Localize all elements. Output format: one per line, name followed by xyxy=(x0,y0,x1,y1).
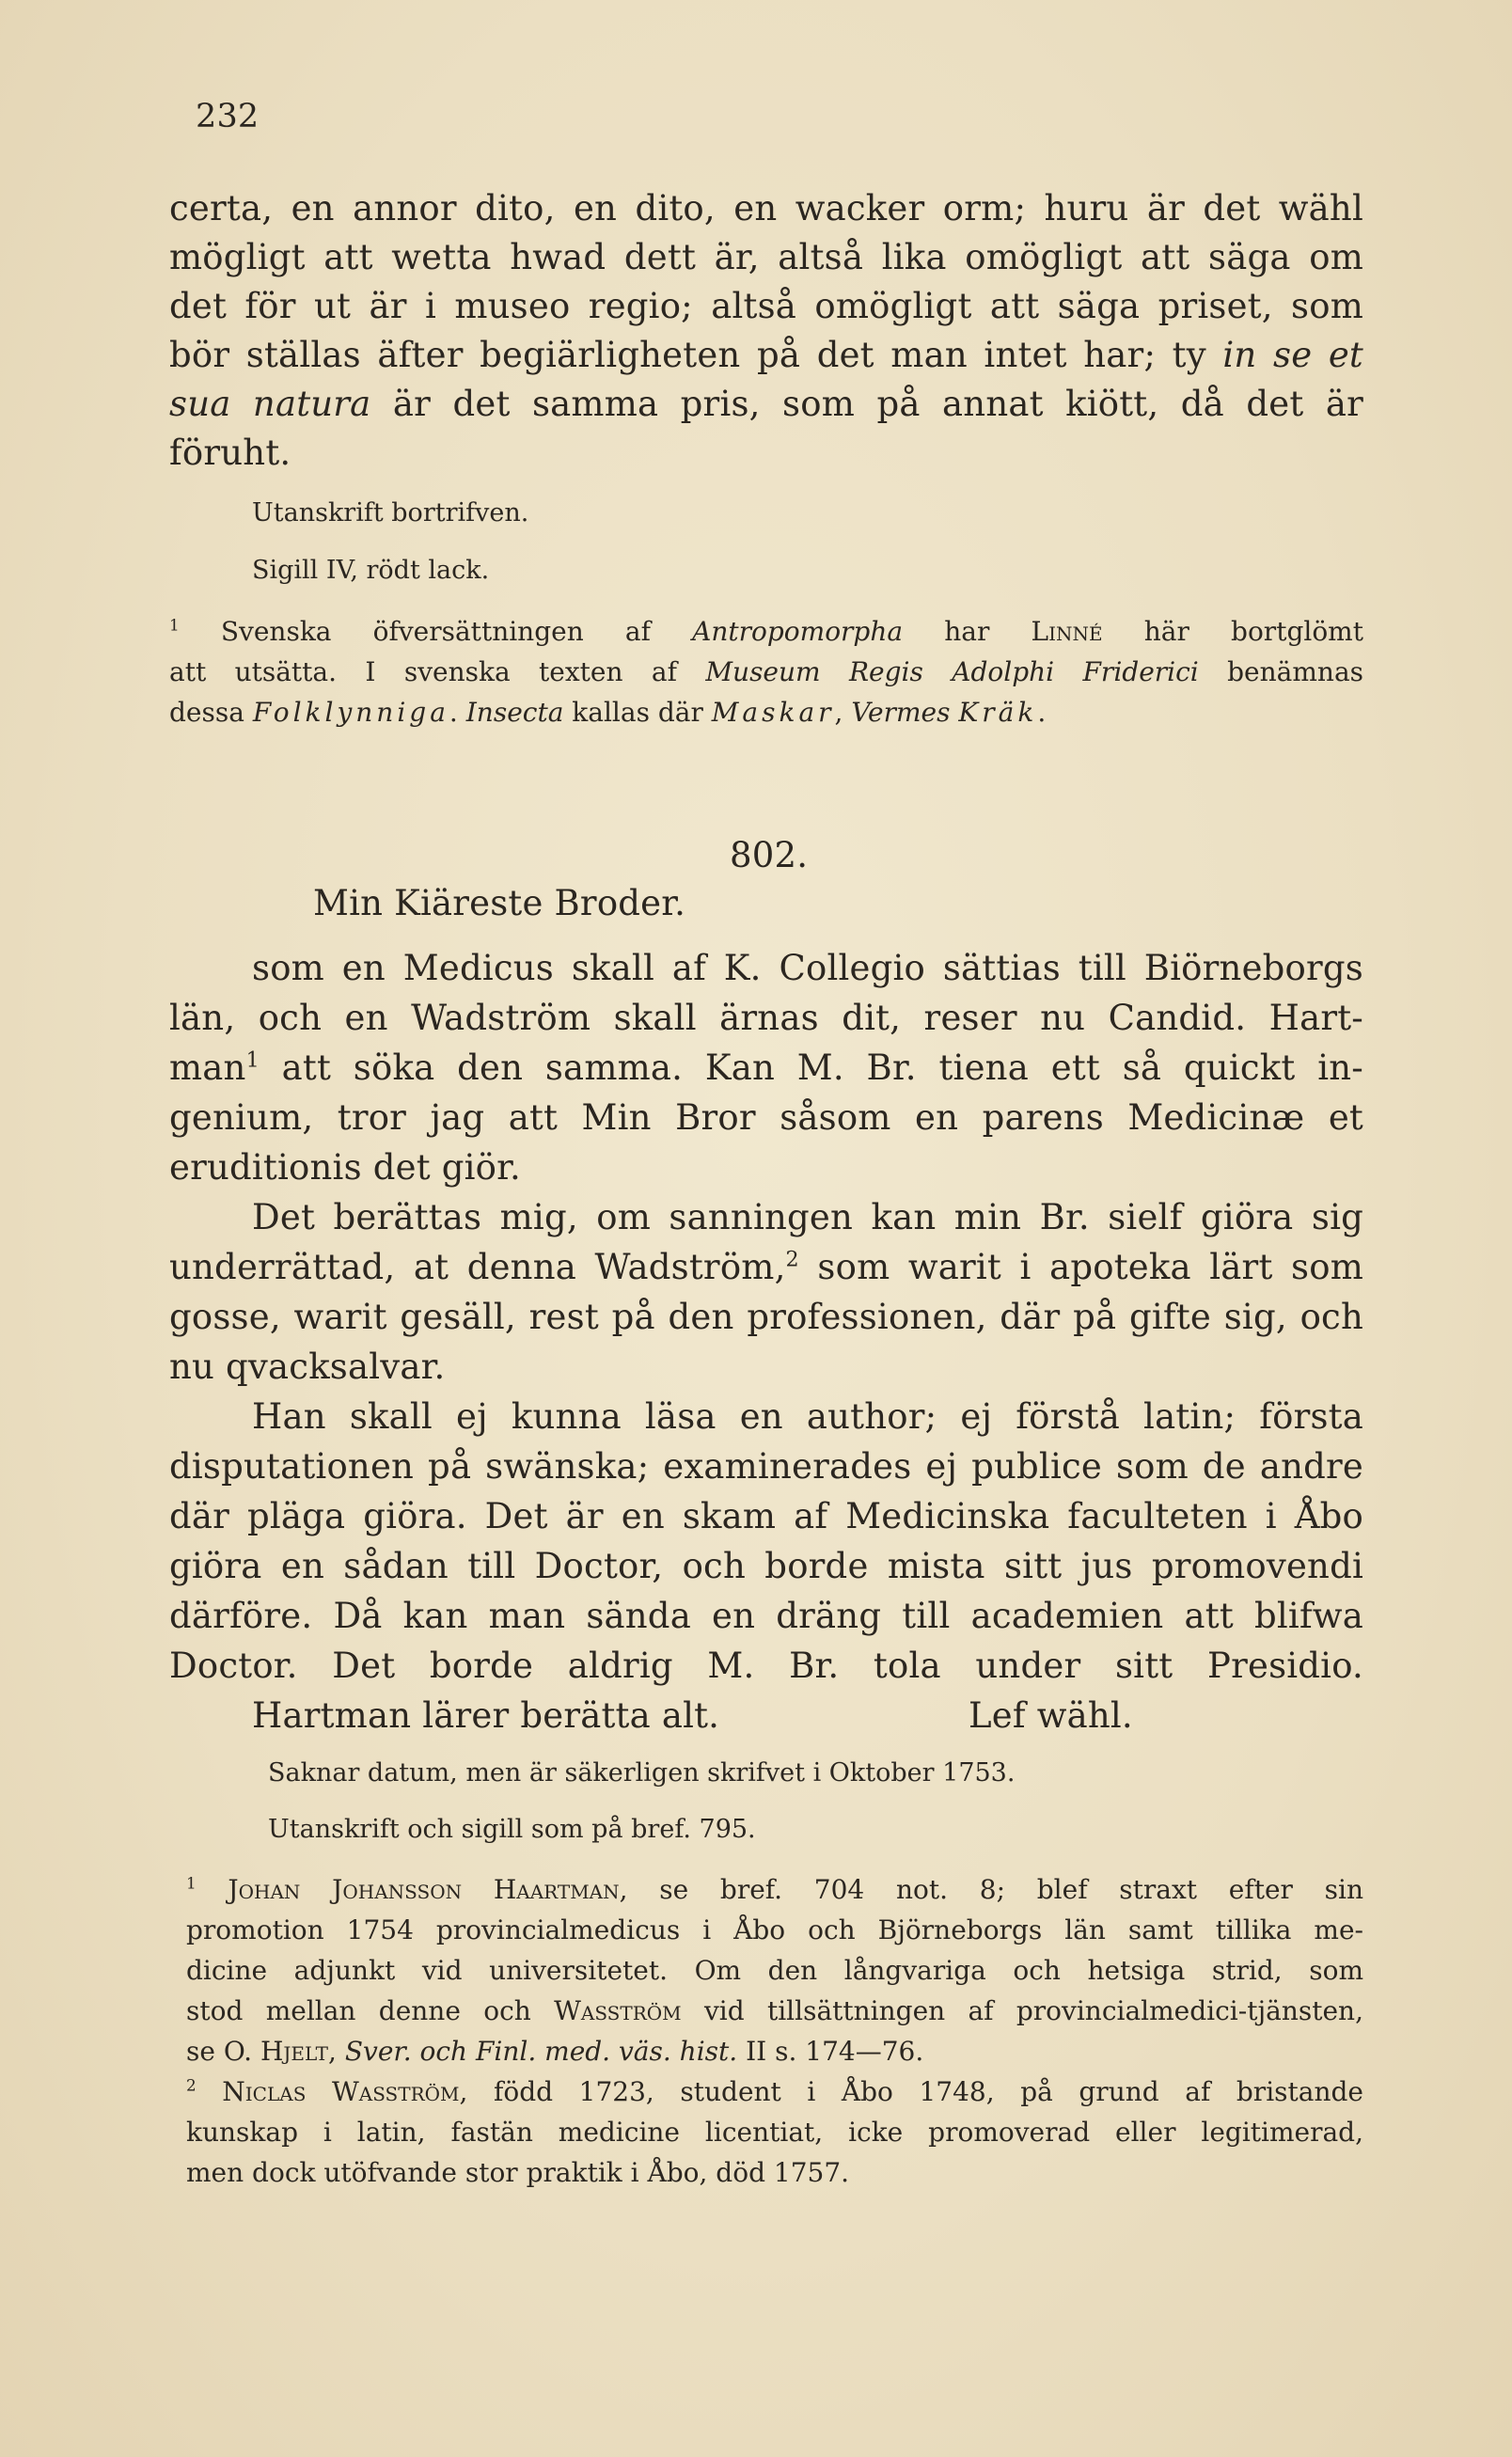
text-line: som en Medicus skall af K. Collegio sättias till Biörneborgs xyxy=(252,948,1363,988)
text-line: underrättad, at denna Wadström,$^2$ som warit i apoteka lärt som xyxy=(169,1247,1363,1287)
text-line: därföre. Då kan man sända en dräng till academien att blifwa xyxy=(169,1596,1363,1636)
text-line: där pläga giöra. Det är en skam af Medicinska faculteten i Åbo xyxy=(169,1496,1363,1536)
text-line: genium, tror jag att Min Bror såsom en parens Medicinæ et xyxy=(169,1097,1363,1138)
footnote-line: stod mellan denne och Wasström vid tillsättningen af provincialmedici-tjänsten, xyxy=(186,1995,1363,2026)
text-line: sua natura är det samma pris, som på annat kiött, då det är xyxy=(169,384,1363,424)
text-line: mögligt att wetta hwad dett är, altså lika omögligt att säga om xyxy=(169,237,1363,277)
text-line: Det berättas mig, om sanningen kan min Br. sielf giöra sig xyxy=(252,1197,1363,1237)
text-line: giöra en sådan till Doctor, och borde mista sitt jus promovendi xyxy=(169,1546,1363,1586)
text-line: eruditionis det giör. xyxy=(169,1147,521,1188)
salutation: Min Kiäreste Broder. xyxy=(313,883,686,923)
editor-note: Utanskrift och sigill som på bref. 795. xyxy=(268,1815,756,1844)
text-line: man$^1$ att söka den samma. Kan M. Br. tiena ett så quickt in- xyxy=(169,1047,1363,1088)
footnote-line: $^2$ Niclas Wasström, född 1723, student i Åbo 1748, på grund af bristande xyxy=(186,2075,1363,2107)
footnote-line: $^1$ Johan Johansson Haartman, se bref. 704 not. 8; blef straxt efter sin xyxy=(186,1873,1363,1905)
page-number: 232 xyxy=(196,98,260,135)
text-line: Doctor. Det borde aldrig M. Br. tola under sitt Presidio. xyxy=(169,1646,1363,1686)
text-line: det för ut är i museo regio; altså omögligt att säga priset, som xyxy=(169,286,1363,326)
text-line: disputationen på swänska; examinerades ej publice som de andre xyxy=(169,1446,1363,1487)
letter-number: 802. xyxy=(730,835,809,875)
closing-line: Hartman lärer berätta alt. xyxy=(252,1695,720,1736)
text-line: län, och en Wadström skall ärnas dit, reser nu Candid. Hart- xyxy=(169,998,1363,1038)
editor-note: Sigill IV, rödt lack. xyxy=(252,556,490,585)
footnote-line: dicine adjunkt vid universitetet. Om den långvariga och hetsiga strid, som xyxy=(186,1955,1363,1986)
text-line: nu qvacksalvar. xyxy=(169,1347,446,1387)
footnote-line: kunskap i latin, fastän medicine licentiat, icke promoverad eller legitimerad, xyxy=(186,2117,1363,2148)
footnote-line: dessa Folklynniga. Insecta kallas där Maskar, Vermes Kräk. xyxy=(169,697,1047,728)
closing-signoff: Lef wähl. xyxy=(969,1695,1133,1736)
text-line: gosse, warit gesäll, rest på den professionen, där på gifte sig, och xyxy=(169,1297,1363,1337)
footnote-line: promotion 1754 provincialmedicus i Åbo och Björneborgs län samt tillika me- xyxy=(186,1914,1363,1945)
editor-note: Utanskrift bortrifven. xyxy=(252,498,529,528)
text-line: certa, en annor dito, en dito, en wacker orm; huru är det wähl xyxy=(169,188,1363,228)
footnote-line: men dock utöfvande stor praktik i Åbo, död 1757. xyxy=(186,2157,850,2188)
footnote-line: $^1$ Svenska öfversättningen af Antropomorpha har Linné här bortglömt xyxy=(169,615,1363,647)
text-line: Han skall ej kunna läsa en author; ej förstå latin; första xyxy=(252,1396,1363,1437)
text-line: bör ställas äfter begiärligheten på det man intet har; ty in se et xyxy=(169,335,1364,375)
text-line: föruht. xyxy=(169,433,291,473)
footnote-line: se O. Hjelt, Sver. och Finl. med. väs. hist. II s. 174—76. xyxy=(186,2036,924,2067)
footnote-line: att utsätta. I svenska texten af Museum Regis Adolphi Friderici benämnas xyxy=(169,656,1364,687)
editor-note: Saknar datum, men är säkerligen skrifvet i Oktober 1753. xyxy=(268,1758,1016,1788)
